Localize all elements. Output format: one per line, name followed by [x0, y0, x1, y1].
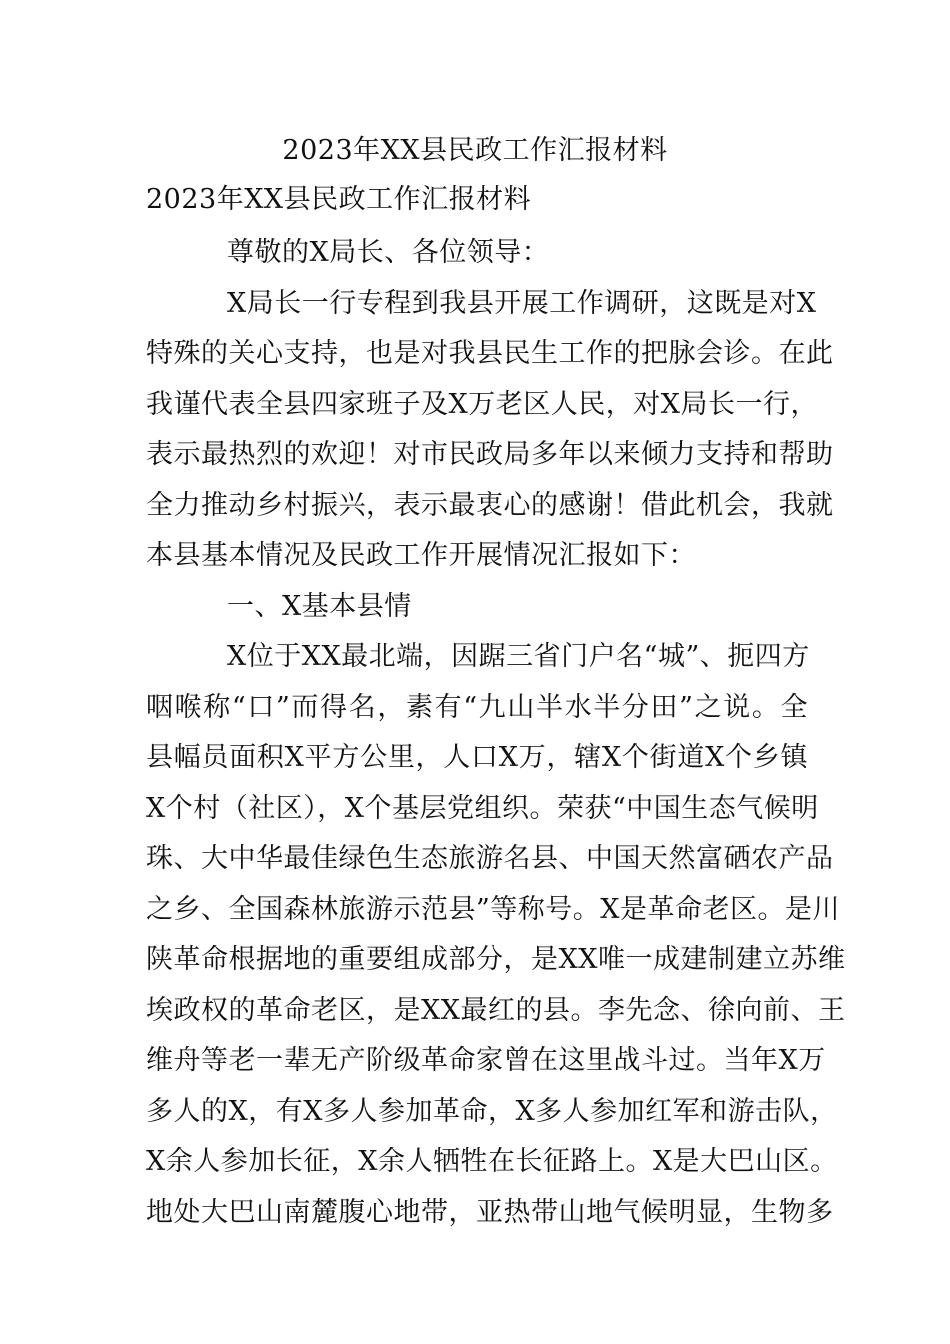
salutation-line: 尊敬的X局长、各位领导： [227, 237, 550, 268]
paragraph-line: 县幅员面积X平方公里，人口X万，辖X个街道X个乡镇 [146, 742, 808, 773]
section-heading: 一、X基本县情 [227, 590, 412, 622]
paragraph-line: X余人参加长征，X余人牺牲在长征路上。X是大巴山区。 [146, 1146, 838, 1177]
paragraph-line: 咽喉称“口”而得名，素有“九山半水半分田”之说。全 [146, 691, 808, 723]
paragraph-line: 地处大巴山南麓腹心地带，亚热带山地气候明显，生物多 [146, 1196, 834, 1228]
document-subtitle: 2023年XX县民政工作汇报材料 [146, 184, 532, 215]
paragraph-line: 本县基本情况及民政工作开展情况汇报如下： [146, 540, 696, 571]
paragraph-line: 埃政权的革命老区，是XX最红的县。李先念、徐向前、王 [146, 994, 846, 1026]
body-text [146, 228, 846, 1238]
paragraph-line: 我谨代表全县四家班子及X万老区人民，对X局长一行， [146, 388, 818, 420]
paragraph-line: 陕革命根据地的重要组成部分，是XX唯一成建制建立苏维 [146, 944, 846, 975]
paragraph-line: 多人的X，有X多人参加革命，X多人参加红军和游击队， [146, 1095, 838, 1127]
paragraph-line: X个村（社区），X个基层党组织。荣获“中国生态气候明 [146, 792, 819, 824]
paragraph-line: 全力推动乡村振兴，表示最衷心的感谢！借此机会，我就 [146, 489, 834, 521]
paragraph-line: 特殊的关心支持，也是对我县民生工作的把脉会诊。在此 [146, 338, 834, 369]
paragraph-line: X局长一行专程到我县开展工作调研，这既是对X [227, 287, 817, 319]
paragraph-line: 表示最热烈的欢迎！对市民政局多年以来倾力支持和帮助 [146, 439, 834, 470]
paragraph-line: 之乡、全国森林旅游示范县”等称号。X是革命老区。是川 [146, 893, 841, 925]
paragraph-line: 维舟等老一辈无产阶级革命家曾在这里战斗过。当年X万 [146, 1045, 826, 1076]
paragraph-line: X位于XX最北端，因踞三省门户名“城”、扼四方 [227, 641, 810, 672]
page-title: 2023年XX县民政工作汇报材料 [282, 135, 668, 166]
paragraph-line: 珠、大中华最佳绿色生态旅游名县、中国天然富硒农产品 [146, 843, 834, 874]
